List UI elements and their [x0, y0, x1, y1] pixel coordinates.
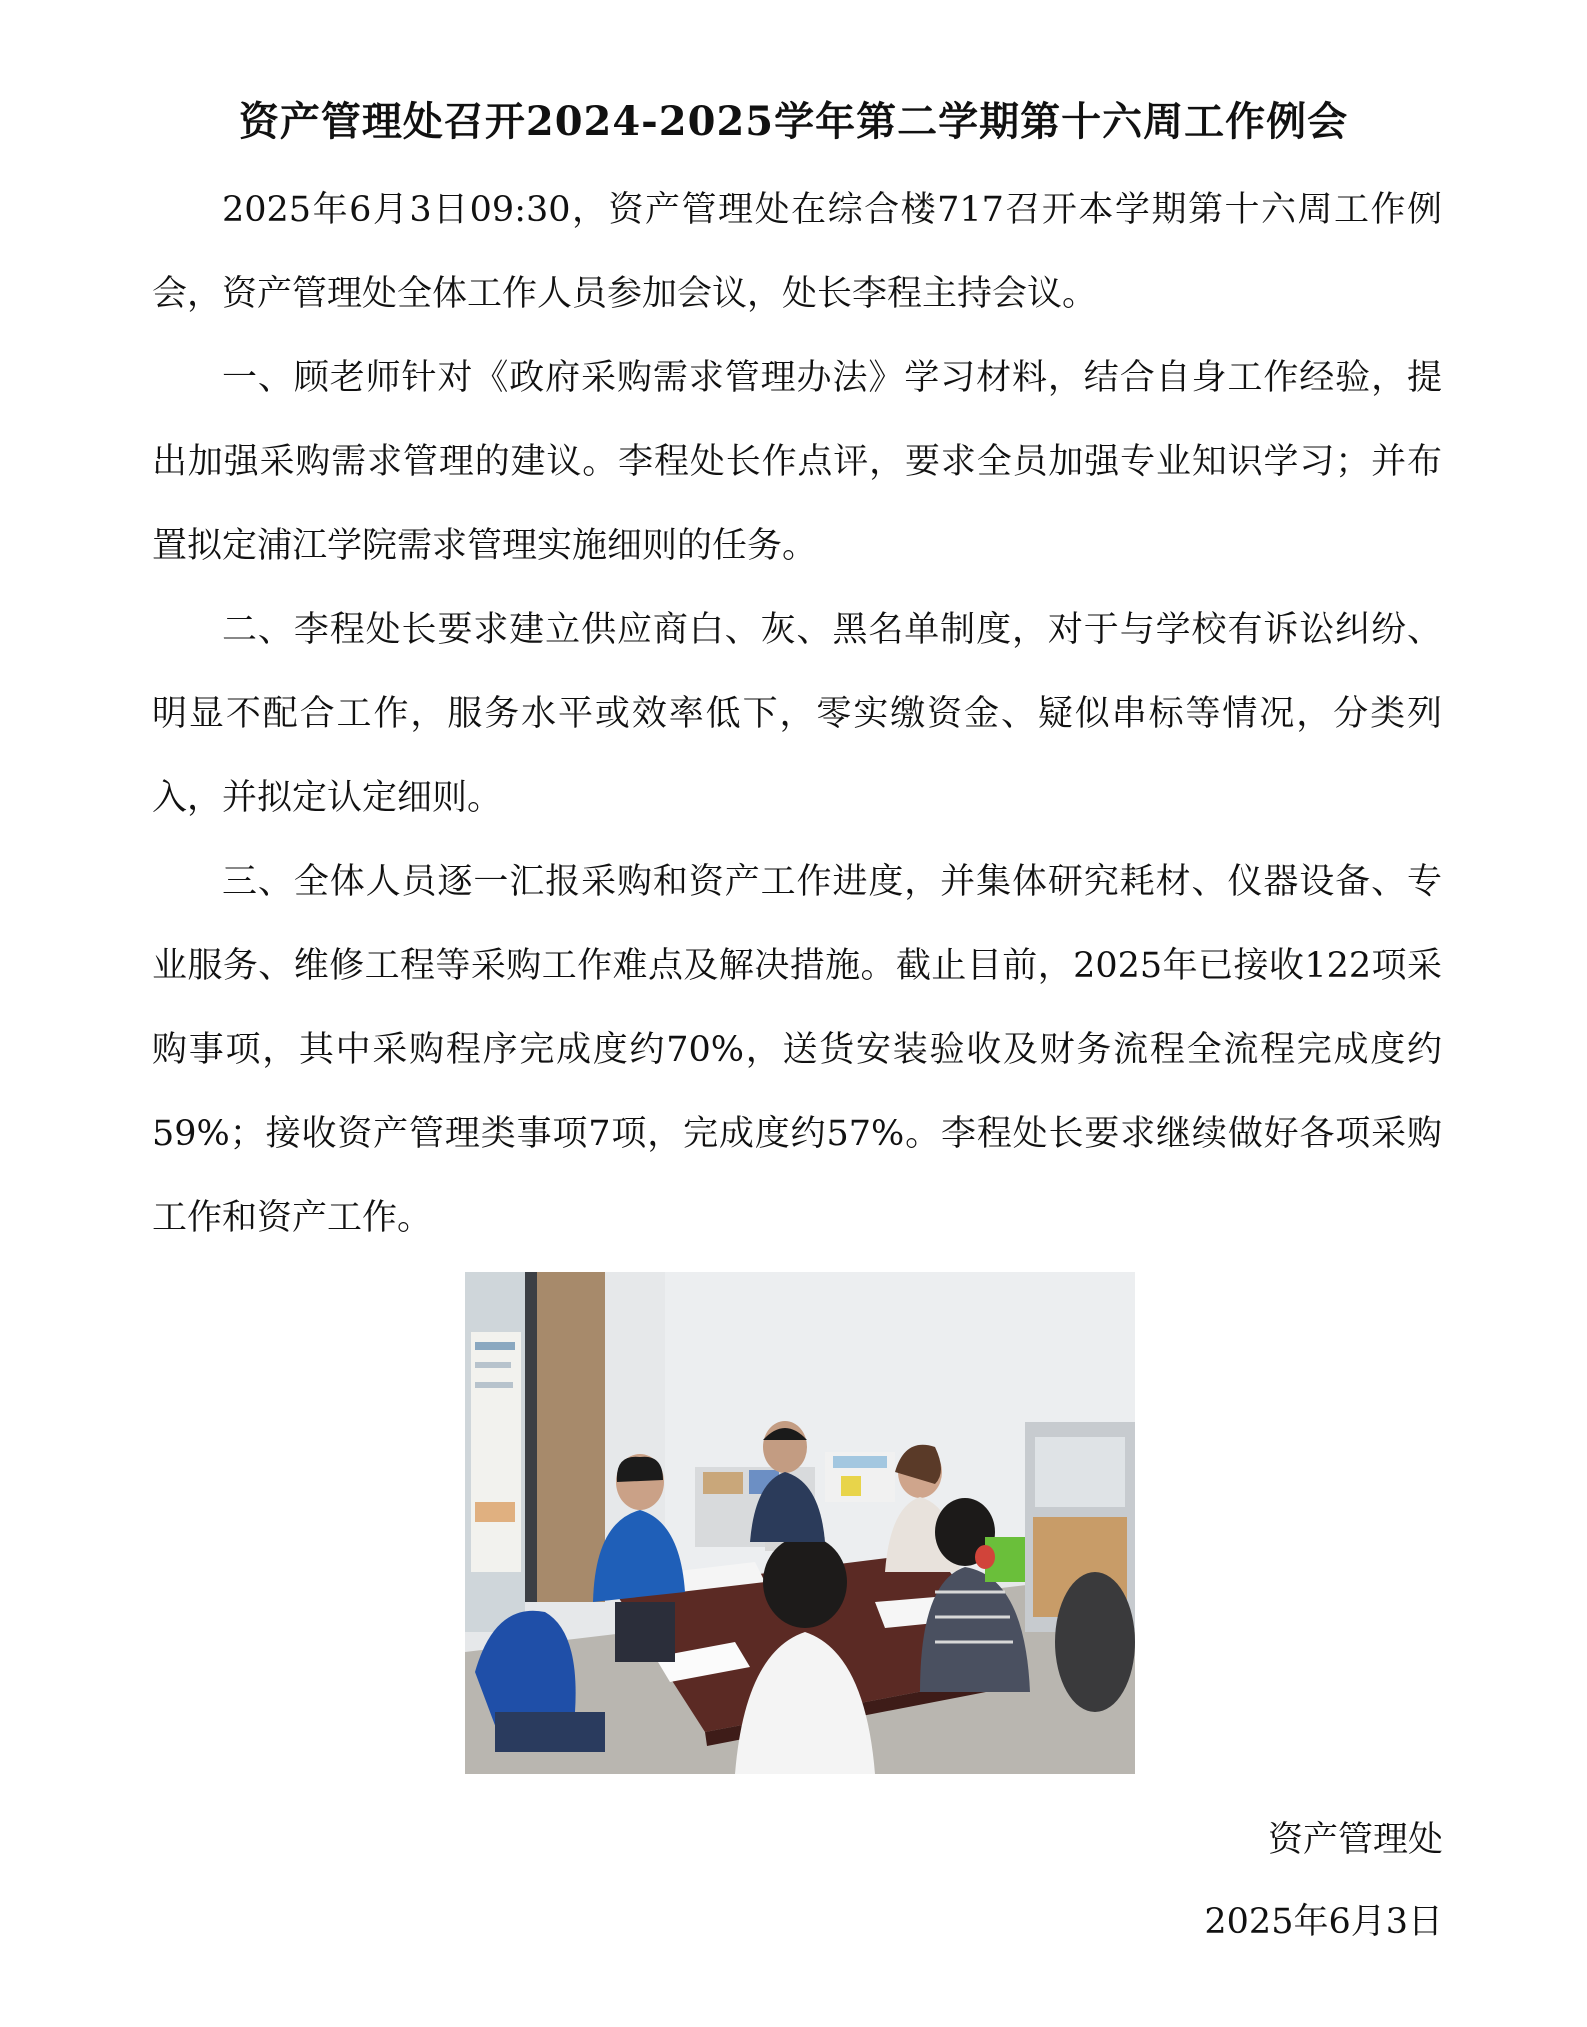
document-title: 资产管理处召开2024-2025学年第二学期第十六周工作例会 [238, 98, 1349, 145]
paragraph-intro: 2025年6月3日09:30，资产管理处在综合楼717召开本学期第十六周工作例会，资产管理处全体工作人员参加会议，处长李程主持会议。 [152, 190, 1442, 314]
paragraph-item-2: 二、李程处长要求建立供应商白、灰、黑名单制度，对于与学校有诉讼纠纷、明显不配合工作，服务水平或效率低下，零实缴资金、疑似串标等情况，分类列入，并拟定认定细则。 [152, 610, 1442, 818]
meeting-photo [465, 1272, 1135, 1774]
document-body [152, 168, 1442, 1260]
document-signature [843, 1810, 1443, 1952]
paragraph-item-1: 一、顾老师针对《政府采购需求管理办法》学习材料，结合自身工作经验，提出加强采购需求管理的建议。李程处长作点评，要求全员加强专业知识学习；并布置拟定浦江学院需求管理实施细则的任务。 [152, 358, 1442, 566]
signature-org: 资产管理处 [1267, 1820, 1443, 1860]
paragraph-item-3: 三、全体人员逐一汇报采购和资产工作进度，并集体研究耗材、仪器设备、专业服务、维修工程等采购工作难点及解决措施。截止目前，2025年已接收122项采购事项，其中采购程序完成度约70%，送货安装验收及财务流程全流程完成度约59%；接收资产管理类事项7项，完成度约57%。李程处长要求继续做好各项采购工作和资产工作。 [152, 862, 1442, 1238]
signature-date: 2025年6月3日 [1204, 1902, 1443, 1942]
